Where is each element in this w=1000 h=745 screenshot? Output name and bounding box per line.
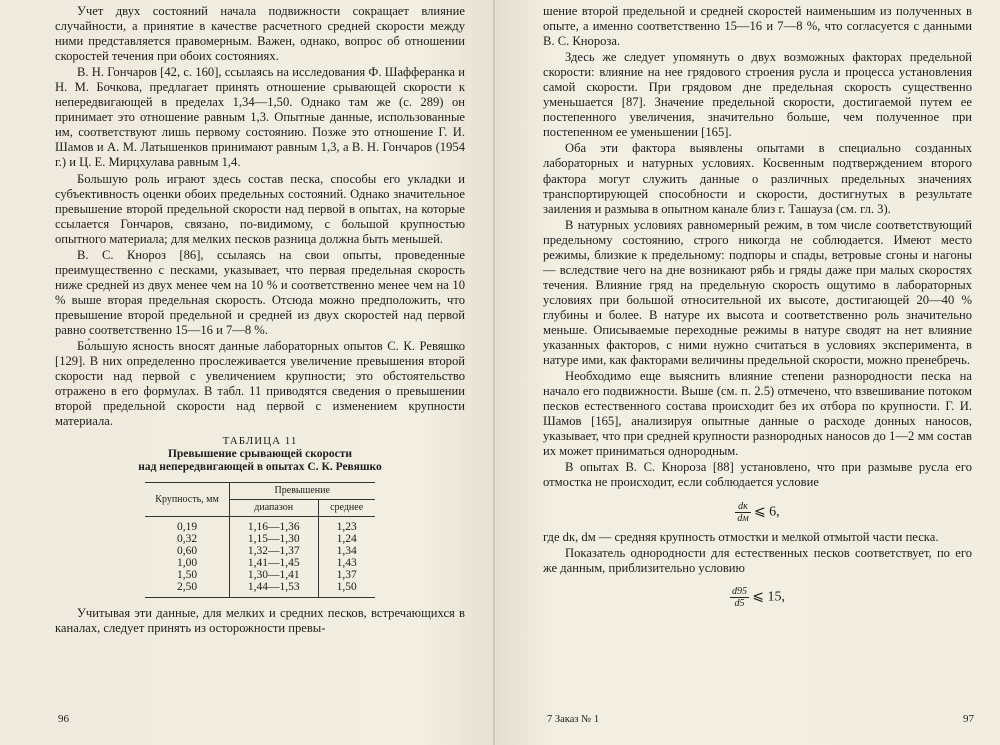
paragraph: Большую роль играют здесь состав песка, способы его укладки и субъективность оценки обоих предельных состояний. Однако значительное превышение второй предельной скорости над первой в опытах, на которые ссылается Гончаров, связано, по-видимому, с большой крупностью опытного материала; для мелких песков разница должна быть меньшей. [55,171,465,246]
table-cell: 1,43 [336,557,357,570]
column-header-size: Крупность, мм [145,483,229,517]
table-title-line2: над непередвигающей в опытах С. К. Ревяшко [138,461,382,474]
page-number: 96 [58,712,69,725]
table-cell: 0,32 [176,533,198,546]
table-cell: 1,50 [336,581,357,594]
table-cell: 2,50 [176,581,198,594]
table-cell: 1,50 [176,569,198,582]
formula-uniformity [543,586,972,609]
paragraph: В. С. Кнороз [86], ссылаясь на свои опыты, проведенные преимущественно с песками, указывает, что первая предельная скорость ниже средней из двух менее чем на 10 % и соответственно менее чем на 10 % выше вторая предельная скорость. Отсюда можно предположить, что превышение второй предельной и средней из двух скоростей над первой равно соответственно 15—16 и 7—8 %. [55,247,465,337]
left-page [0,0,495,745]
fraction [735,501,750,524]
table-cell: 1,15—1,30 [247,533,300,546]
column-header-range: диапазон [229,500,318,517]
paragraph: Бо́льшую ясность вносят данные лабораторных опытов С. К. Ревяшко [129]. В них определенно прослеживается увеличение превышения второй скорости над первой с увеличением крупности; это обстоятельство отражено в его формулах. В табл. 11 приводятся сведения о превышении второй предельной скорости над первой с изменением крупности материала. [55,339,465,429]
paragraph: В натурных условиях равномерный режим, в том числе соответствующий предельному состоянию, строго никогда не соблюдается. Имеют место режимы, близкие к предельному: подпоры и спады, ветровые сгоны и нагоны — вследствие чего на дне возникают рябь и гряды даже при малых скоростях течения. Влияние гряд на предельную скорость ощутимо в лабораторных условиях при большой относительной их высоте, достигающей 20—40 % глубины и более. В натуре их высота и соответственно роль значительно меньше. Описываемые переходные режимы в натуре сводят на нет влияние указанных факторов, с ними нужно считаться в условиях эксперимента, в натуре ими, как факторами величины предельной скорости, можно пренебречь. [543,217,972,368]
fraction [730,586,749,609]
formula-relation: ⩽ 6, [753,503,780,519]
table-cell: 1,41—1,45 [247,557,300,570]
table-label: ТАБЛИЦА 11 [222,435,298,448]
table-cell: 0,60 [176,545,198,558]
table-cell: 1,34 [336,545,357,558]
table-cell: 1,23 [336,521,357,534]
paragraph: В. Н. Гончаров [42, с. 160], ссылаясь на исследования Ф. Шафферанка и Н. М. Бочкова, предлагает принять отношение срывающей скорости к непередвигающей в пределах 1,34—1,50. Однако там же (с. 289) он принимает это отношение равным 1,3. Опытные данные, использованные им, соответствуют лишь первому состоянию. Позже это отношение Г. И. Шамов и А. М. Латышенков принимают равным 1,3, а В. Н. Гончаров (1954 г.) и Ц. Е. Мирцхулава равным 1,4. [55,65,465,170]
table-cell: 1,16—1,36 [247,521,300,534]
column-means [318,517,375,598]
column-ranges [229,517,318,598]
paragraph: Оба эти фактора выявлены опытами в специально созданных лабораторных и натурных условиях. Косвенным подтверждением второго фактора могут служить данные о различных предельных значениях транспортирующей способности и скорости, достигнутых в результате заиления и размыва в опытном канале близ г. Ташауза (см. гл. 3). [543,141,972,216]
paragraph: шение второй предельной и средней скоростей наименьшим из полученных в опыте, а именно соответственно 15—16 и 7—8 %, что согласуется с данными В. С. Кнороза. [543,4,972,49]
table-cell: 1,32—1,37 [247,545,300,558]
table-cell: 0,19 [176,521,198,534]
table-title-line1: Превышение срывающей скорости [167,448,353,461]
paragraph: Необходимо еще выяснить влияние степени разнородности песка на начало его подвижности. Выше (см. п. 2.5) отмечено, что взвешивание потоком песков естественного состава происходит без их отбора по крупности. Г. И. Шамов [165], анализируя опытные данные о расходе донных наносов, указывает, что при средней крупности разнородных наносов до 1—2 мм состав их может приниматься однородным. [543,369,972,459]
table-cell: 1,24 [336,533,357,546]
fraction-numerator: dк [735,501,750,513]
column-sizes [145,517,229,598]
signature-mark: 7 Заказ № 1 [547,713,600,725]
table-cell: 1,44—1,53 [247,581,300,594]
paragraph: Учет двух состояний начала подвижности сокращает влияние случайности, а принятие в качестве расчетного средней скорости между ними представляется правомерным. Важен, однако, вопрос об отношении скоростей течения при обоих состояниях. [55,4,465,64]
page-number: 97 [963,712,974,725]
table-cell: 1,00 [176,557,198,570]
data-table [145,482,374,598]
paragraph: В опытах В. С. Кнороза [88] установлено, что при размыве русла его отмостка не происходит, если соблюдается условие [543,460,972,490]
right-page [495,0,1000,745]
paragraph: Показатель однородности для естественных песков соответствует, по его же данным, приблизительно условию [543,545,972,575]
table-cell: 1,30—1,41 [247,569,300,582]
paragraph: где dк, dм — средняя крупность отмостки и мелкой отмытой части песка. [543,529,939,544]
formula-coarsening [543,501,972,524]
table-cell: 1,37 [336,569,357,582]
fraction-numerator: d95 [732,585,747,597]
paragraph: Учитывая эти данные, для мелких и средних песков, встречающихся в каналах, следует принять из осторожности превы- [55,606,465,636]
column-header-mean: среднее [318,500,375,517]
table-11 [55,435,465,598]
paragraph: Здесь же следует упомянуть о двух возможных факторах предельной скорости: влияние на нее грядового строения русла и процесса установления самой скорости. При грядовом дне предельная скорость существенно уменьшается [87]. Значение предельной скорости, достигаемой путем ее постепенного увеличения, значительно больше, чем полученное при постепенном ее уменьшении [165]. [543,50,972,140]
fraction-denominator: d5 [734,597,745,609]
fraction-denominator: dм [737,512,749,524]
formula-relation: ⩽ 15, [752,589,785,605]
column-header-excess: Превышение [229,483,374,500]
